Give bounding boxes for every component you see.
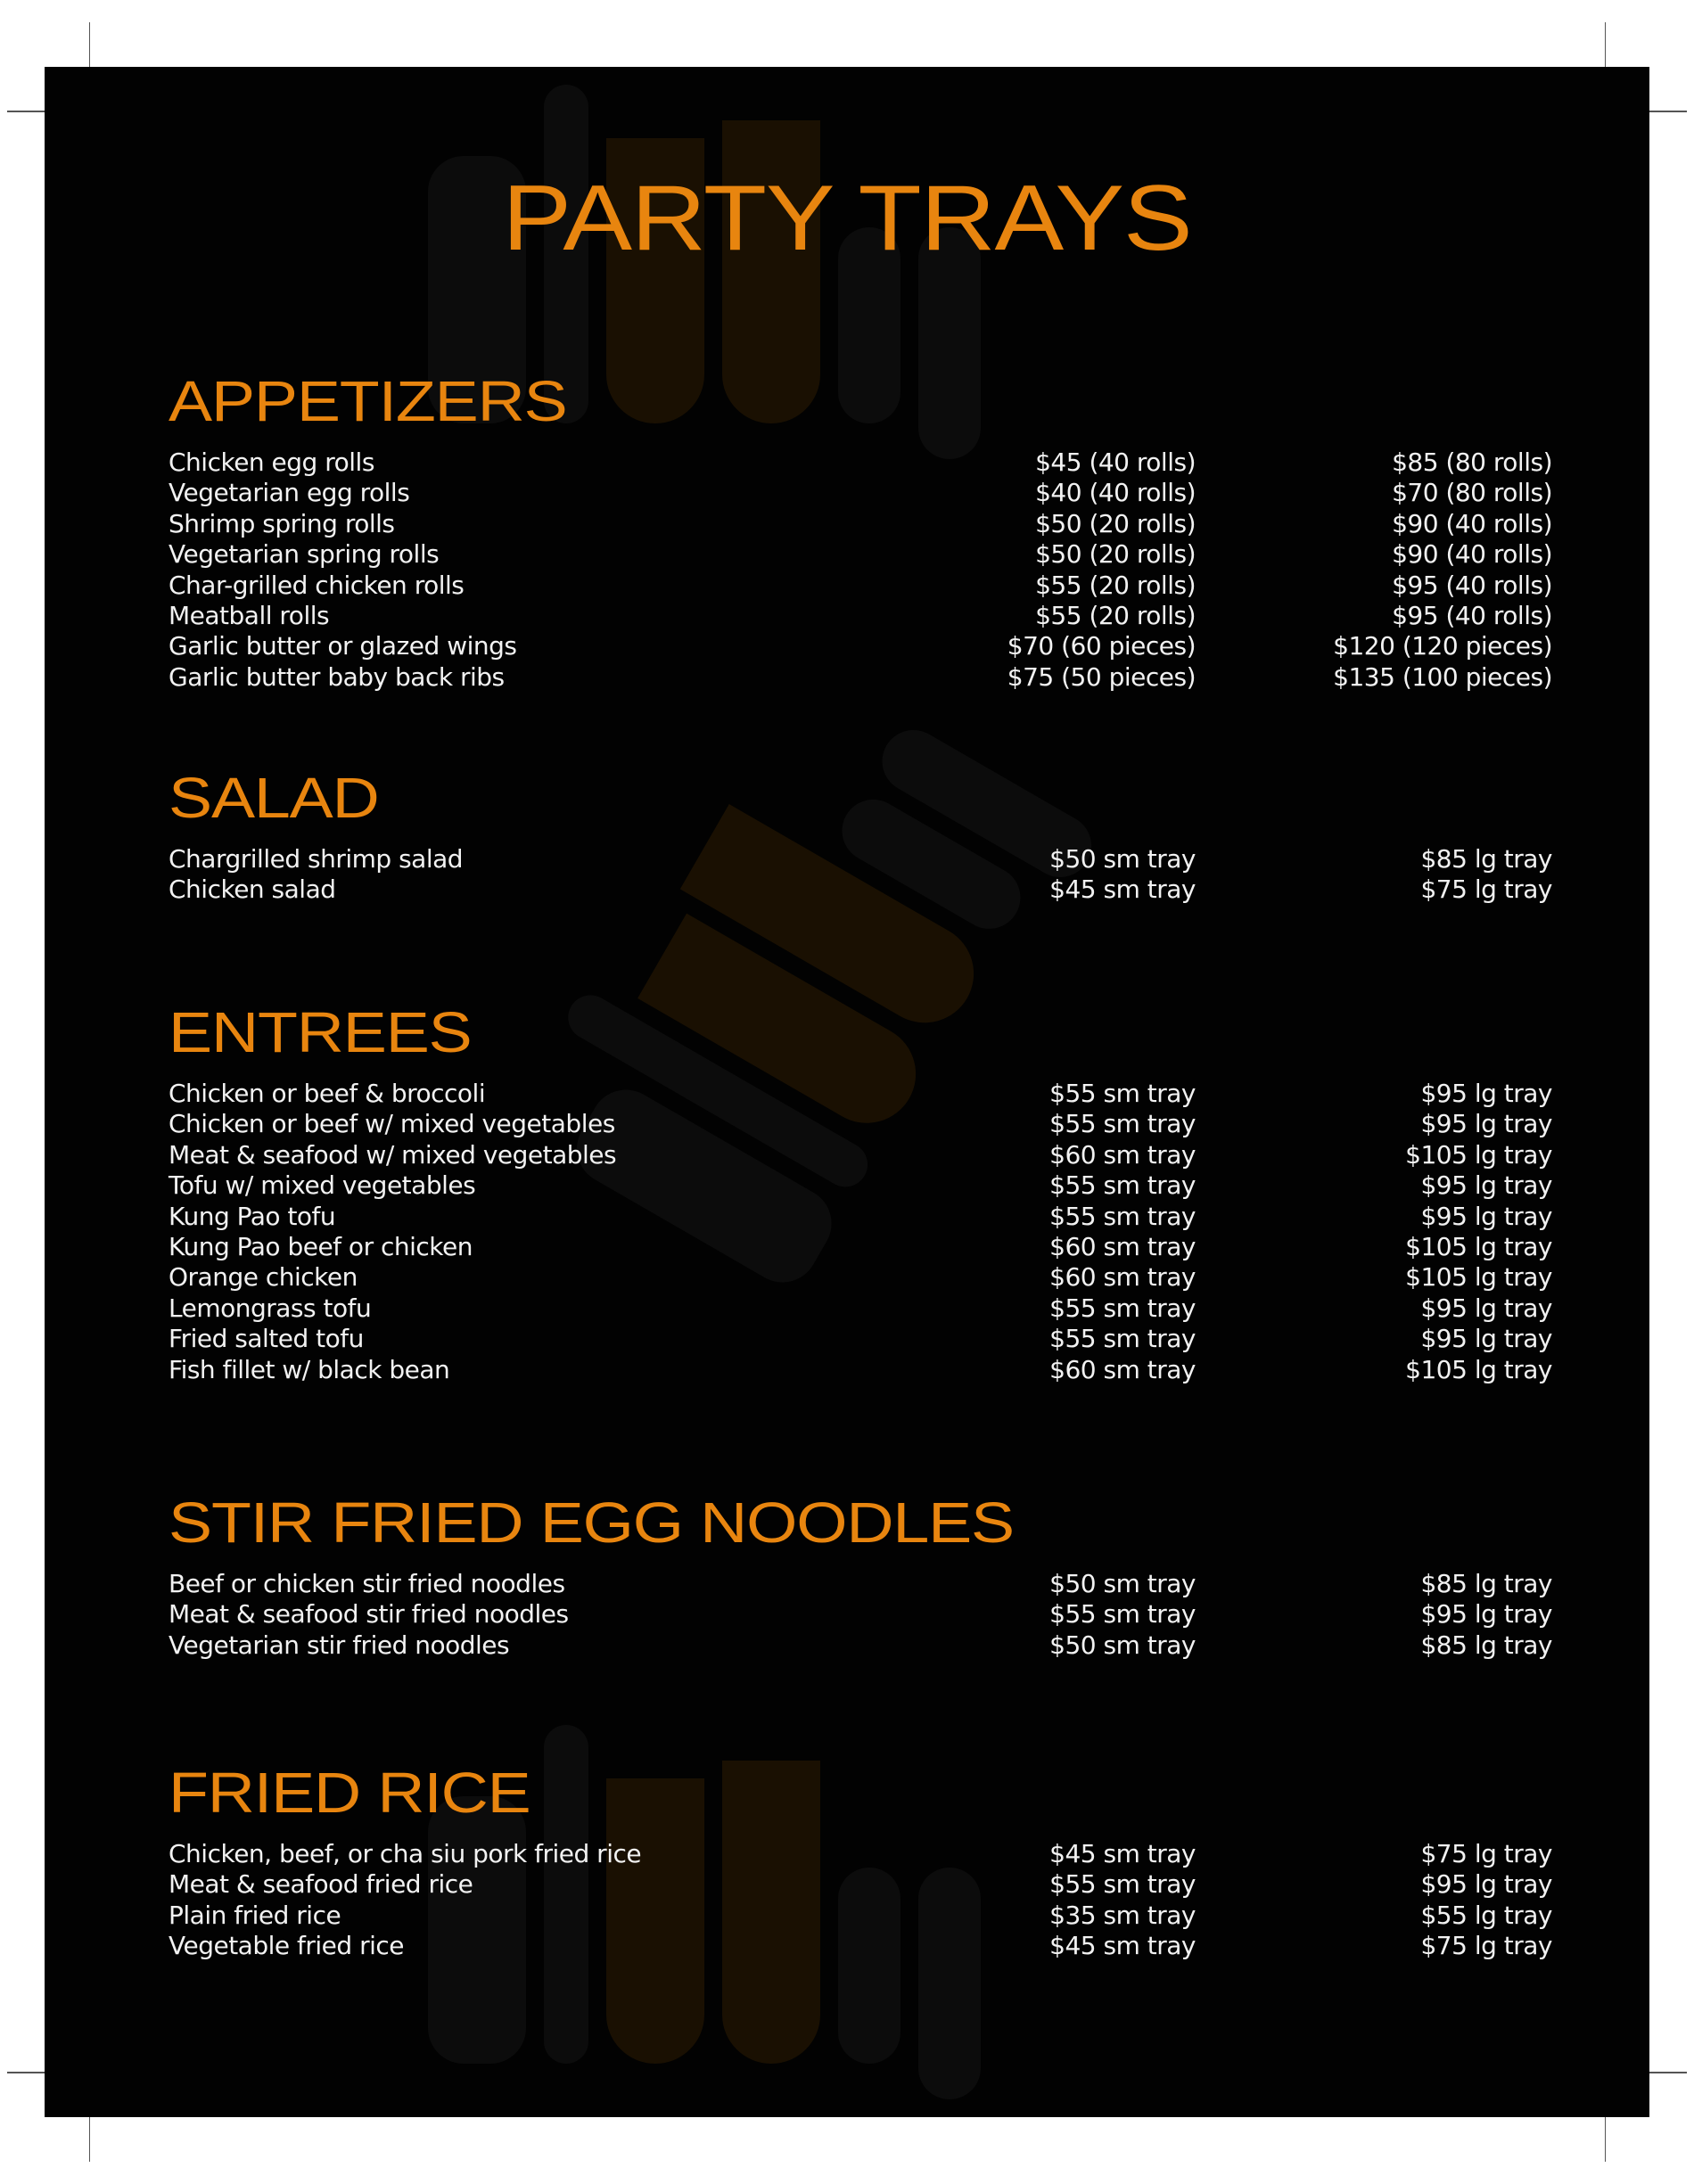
item-name: Chicken or beef w/ mixed vegetables — [169, 1109, 615, 1139]
menu-item — [169, 1202, 1552, 1232]
large-tray-price: $95 lg tray — [1420, 1170, 1552, 1201]
section-heading: SALAD — [169, 766, 379, 830]
menu-item — [169, 1931, 1552, 1961]
item-name: Tofu w/ mixed vegetables — [169, 1170, 476, 1201]
small-tray-price: $60 sm tray — [1049, 1231, 1196, 1261]
small-tray-price: $55 sm tray — [1049, 1201, 1196, 1231]
large-tray-price: $95 lg tray — [1420, 1079, 1552, 1108]
large-tray-price: $95 lg tray — [1420, 1599, 1552, 1630]
menu-section-fried-rice — [169, 1761, 1552, 1962]
item-name: Char-grilled chicken rolls — [169, 570, 465, 600]
section-heading: ENTREES — [169, 1000, 472, 1064]
item-name: Beef or chicken stir fried noodles — [169, 1569, 565, 1598]
item-name: Chargrilled shrimp salad — [169, 844, 464, 874]
large-tray-price: $85 (80 rolls) — [1392, 447, 1552, 477]
item-name: Vegetarian egg rolls — [169, 478, 410, 508]
menu-item — [169, 1869, 1552, 1900]
item-name: Vegetarian stir fried noodles — [169, 1630, 510, 1660]
menu-item — [169, 1079, 1552, 1109]
menu-item — [169, 571, 1552, 601]
large-tray-price: $85 lg tray — [1420, 844, 1552, 874]
item-name: Meat & seafood stir fried noodles — [169, 1599, 569, 1630]
menu-item — [169, 509, 1552, 539]
small-tray-price: $55 (20 rolls) — [1035, 570, 1196, 600]
large-tray-price: $85 lg tray — [1420, 1630, 1552, 1660]
menu-item — [169, 844, 1552, 874]
small-tray-price: $50 sm tray — [1049, 844, 1196, 874]
small-tray-price: $50 sm tray — [1049, 1569, 1196, 1598]
page-title: PARTY TRAYS — [502, 167, 1192, 270]
large-tray-price: $105 lg tray — [1405, 1231, 1552, 1261]
large-tray-price: $105 lg tray — [1405, 1262, 1552, 1293]
large-tray-price: $95 lg tray — [1420, 1201, 1552, 1231]
item-name: Meatball rolls — [169, 600, 330, 630]
item-name: Chicken egg rolls — [169, 447, 374, 477]
menu-item — [169, 447, 1552, 478]
small-tray-price: $45 sm tray — [1049, 1931, 1196, 1961]
item-name: Fish fillet w/ black bean — [169, 1354, 450, 1384]
menu-section-salad — [169, 766, 1552, 906]
section-heading: STIR FRIED EGG NOODLES — [169, 1490, 1014, 1555]
menu-section-appetizers — [169, 369, 1552, 693]
menu-item — [169, 1109, 1552, 1139]
item-name: Orange chicken — [169, 1262, 358, 1293]
item-name: Shrimp spring rolls — [169, 508, 395, 538]
small-tray-price: $50 (20 rolls) — [1035, 539, 1196, 570]
item-name: Kung Pao tofu — [169, 1201, 336, 1231]
small-tray-price: $45 (40 rolls) — [1035, 447, 1196, 477]
menu-item — [169, 1232, 1552, 1262]
large-tray-price: $55 lg tray — [1420, 1900, 1552, 1930]
item-name: Chicken salad — [169, 874, 336, 905]
small-tray-price: $40 (40 rolls) — [1035, 478, 1196, 508]
item-name: Garlic butter or glazed wings — [169, 631, 517, 661]
large-tray-price: $120 (120 pieces) — [1333, 631, 1552, 661]
large-tray-price: $75 lg tray — [1420, 1931, 1552, 1961]
menu-item — [169, 1901, 1552, 1931]
large-tray-price: $95 (40 rolls) — [1392, 570, 1552, 600]
large-tray-price: $90 (40 rolls) — [1392, 508, 1552, 538]
item-name: Chicken, beef, or cha siu pork fried rice — [169, 1839, 642, 1868]
small-tray-price: $45 sm tray — [1049, 1839, 1196, 1868]
menu-item — [169, 1569, 1552, 1599]
menu-item — [169, 1355, 1552, 1385]
item-name: Lemongrass tofu — [169, 1293, 372, 1323]
large-tray-price: $70 (80 rolls) — [1392, 478, 1552, 508]
item-name: Garlic butter baby back ribs — [169, 661, 505, 692]
large-tray-price: $95 lg tray — [1420, 1324, 1552, 1354]
small-tray-price: $35 sm tray — [1049, 1900, 1196, 1930]
large-tray-price: $95 lg tray — [1420, 1869, 1552, 1900]
menu-item — [169, 631, 1552, 661]
item-name: Meat & seafood w/ mixed vegetables — [169, 1139, 617, 1170]
item-name: Vegetarian spring rolls — [169, 539, 440, 570]
small-tray-price: $55 sm tray — [1049, 1293, 1196, 1323]
item-name: Vegetable fried rice — [169, 1931, 404, 1961]
menu-item — [169, 874, 1552, 905]
small-tray-price: $60 sm tray — [1049, 1139, 1196, 1170]
large-tray-price: $95 (40 rolls) — [1392, 600, 1552, 630]
large-tray-price: $75 lg tray — [1420, 1839, 1552, 1868]
item-name: Fried salted tofu — [169, 1324, 364, 1354]
item-name: Kung Pao beef or chicken — [169, 1231, 473, 1261]
small-tray-price: $55 sm tray — [1049, 1324, 1196, 1354]
small-tray-price: $55 sm tray — [1049, 1599, 1196, 1630]
item-name: Chicken or beef & broccoli — [169, 1079, 486, 1108]
small-tray-price: $55 sm tray — [1049, 1170, 1196, 1201]
menu-item — [169, 662, 1552, 693]
menu-page — [45, 67, 1649, 2117]
menu-section-entrees — [169, 1000, 1552, 1385]
small-tray-price: $55 sm tray — [1049, 1869, 1196, 1900]
small-tray-price: $50 sm tray — [1049, 1630, 1196, 1660]
small-tray-price: $55 sm tray — [1049, 1109, 1196, 1139]
section-heading: APPETIZERS — [169, 369, 567, 433]
menu-item — [169, 1599, 1552, 1630]
large-tray-price: $90 (40 rolls) — [1392, 539, 1552, 570]
menu-item — [169, 1170, 1552, 1201]
small-tray-price: $60 sm tray — [1049, 1354, 1196, 1384]
menu-item — [169, 478, 1552, 508]
small-tray-price: $45 sm tray — [1049, 874, 1196, 905]
large-tray-price: $135 (100 pieces) — [1333, 661, 1552, 692]
large-tray-price: $75 lg tray — [1420, 874, 1552, 905]
small-tray-price: $50 (20 rolls) — [1035, 508, 1196, 538]
item-name: Plain fried rice — [169, 1900, 341, 1930]
menu-item — [169, 1262, 1552, 1293]
menu-item — [169, 1630, 1552, 1661]
small-tray-price: $55 (20 rolls) — [1035, 600, 1196, 630]
menu-item — [169, 1839, 1552, 1869]
menu-section-stir-fried-egg-noodles — [169, 1490, 1552, 1661]
menu-item — [169, 1293, 1552, 1324]
menu-item — [169, 1140, 1552, 1170]
large-tray-price: $95 lg tray — [1420, 1109, 1552, 1139]
small-tray-price: $75 (50 pieces) — [1007, 661, 1196, 692]
small-tray-price: $55 sm tray — [1049, 1079, 1196, 1108]
menu-item — [169, 1324, 1552, 1354]
section-heading: FRIED RICE — [169, 1761, 530, 1825]
menu-item — [169, 539, 1552, 570]
menu-item — [169, 601, 1552, 631]
large-tray-price: $85 lg tray — [1420, 1569, 1552, 1598]
item-name: Meat & seafood fried rice — [169, 1869, 473, 1900]
large-tray-price: $95 lg tray — [1420, 1293, 1552, 1323]
small-tray-price: $70 (60 pieces) — [1007, 631, 1196, 661]
large-tray-price: $105 lg tray — [1405, 1139, 1552, 1170]
small-tray-price: $60 sm tray — [1049, 1262, 1196, 1293]
large-tray-price: $105 lg tray — [1405, 1354, 1552, 1384]
